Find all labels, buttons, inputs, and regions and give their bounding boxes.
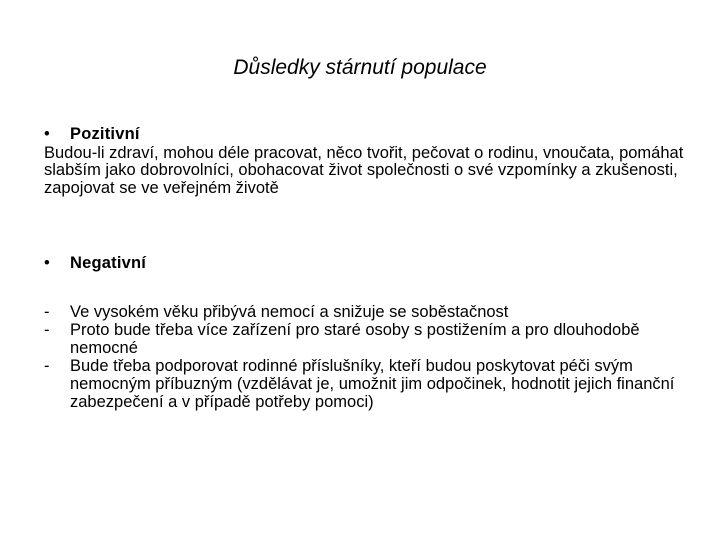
negative-heading-line [44,255,694,273]
negative-section [44,255,694,273]
dash-marker: - [44,321,50,339]
dash-marker: - [44,357,50,375]
positive-text: Budou-li zdraví, mohou déle pracovat, něco tvořit, pečovat o rodinu, vnoučata, pomáhat slabším jako dobrovolníci, obohacovat život společnosti o své vzpomínky a zkušenosti, zapojovat se ve veřejném životě [44,143,684,197]
list-item [44,321,684,357]
negative-list [44,303,684,411]
list-item [44,357,684,411]
slide-title: Důsledky stárnutí populace [233,56,487,79]
negative-heading: Negativní [70,254,147,272]
bullet-marker: • [44,254,50,272]
positive-heading: Pozitivní [70,125,140,143]
positive-heading-line [44,126,694,144]
list-item-text: Ve vysokém věku přibývá nemocí a snižuje se soběstačnost [70,303,509,321]
list-item-text: Proto bude třeba více zařízení pro staré osoby s postižením a pro dlouhodobě nemocné [70,321,640,357]
list-item-text: Bude třeba podporovat rodinné příslušníky, kteří budou poskytovat péči svým nemocným příbuzným (vzdělávat je, umožnit jim odpočinek, hodnotit jejich finanční zabezpečení a v případě potřeby pomoci) [70,357,675,411]
bullet-marker: • [44,125,50,143]
list-item [44,303,684,321]
dash-marker: - [44,303,50,321]
positive-section [44,126,694,197]
